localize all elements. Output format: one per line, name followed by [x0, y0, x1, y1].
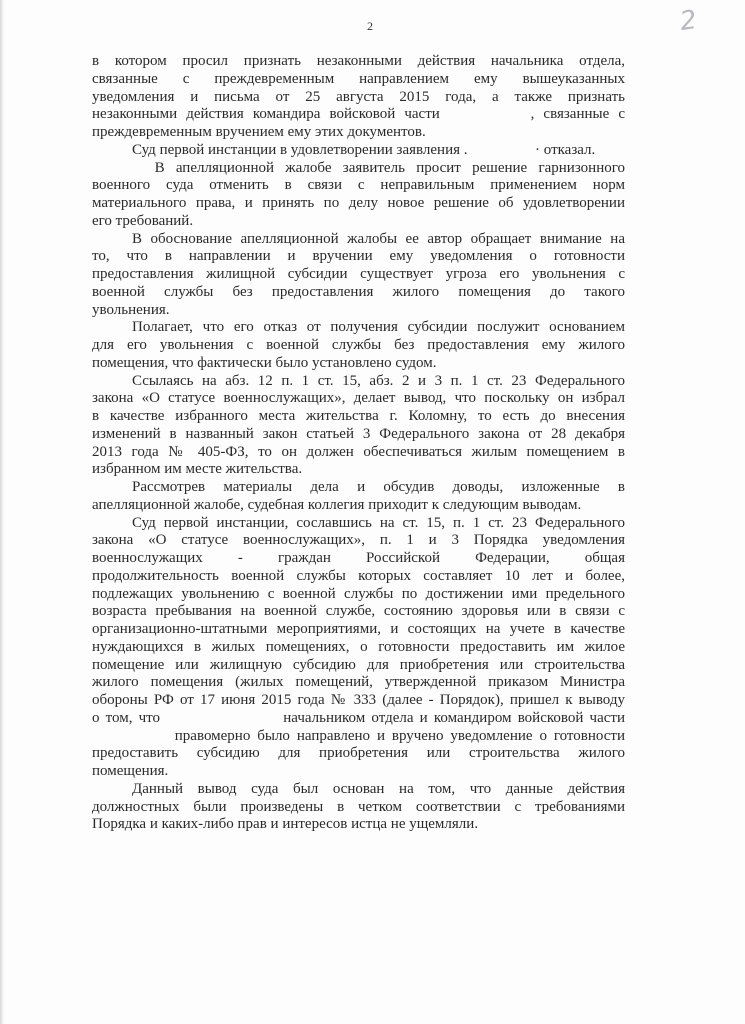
text-line: организационно-штатными мероприятиями, и состоящих на учете в качестве — [92, 621, 625, 637]
text-line: о том, что начальником отдела и командиром войсковой части — [92, 709, 625, 726]
text-line: помещения, что фактически было установлено судом. — [92, 354, 437, 371]
text-line: апелляционной жалобе, судебная коллегия приходит к следующим выводам. — [92, 496, 582, 513]
text-line: подлежащих увольнению с военной службы по достижении ими предельного — [92, 585, 625, 602]
text-line: продолжительность военной службы которых составляет 10 лет и более, — [92, 567, 625, 584]
text-line: для его увольнения с военной службы без предоставления ему жилого — [92, 337, 625, 353]
text-line: предоставления жилищной субсидии существует угроза его увольнения с — [92, 266, 625, 282]
text-line: в котором просил признать незаконными действия начальника отдела, — [92, 53, 625, 69]
text-line: закона «О статусе военнослужащих», п. 1 и 3 Порядка уведомления — [92, 532, 625, 549]
text-line: помещение или жилищную субсидию для приобретения или строительства — [92, 656, 625, 673]
paragraph — [92, 515, 625, 781]
text-line: Суд первой инстанции в удовлетворении заявления . · отказал. — [132, 141, 596, 158]
text-line: Суд первой инстанции, сославшись на ст. 15, п. 1 ст. 23 Федерального — [132, 514, 625, 531]
text-line: Рассмотрев материалы дела и обсудив доводы, изложенные в — [132, 479, 625, 495]
text-line: нуждающихся в жилых помещениях, о готовности предоставить им жилое — [92, 638, 625, 655]
paragraph — [92, 53, 625, 142]
text-line: в качестве избранного места жительства г. Коломну, то есть до внесения — [92, 408, 625, 424]
text-line: Полагает, что его отказ от получения субсидии послужит основанием — [132, 319, 625, 336]
text-line: предоставить субсидию для приобретения или строительства жилого — [92, 745, 625, 762]
text-line: незаконными действия командира войсковой части , связанные с — [92, 106, 625, 123]
text-line: преждевременным вручением ему этих документов. — [92, 124, 426, 140]
text-line: правомерно было направлено и вручено уведомление о готовности — [92, 727, 625, 744]
handwritten-page-mark: 2 — [677, 4, 699, 38]
text-line: его требований. — [92, 212, 194, 229]
text-line: избранном им месте жительства. — [92, 461, 303, 478]
paragraph — [92, 231, 625, 320]
page-number: 2 — [367, 19, 373, 33]
text-line: уведомления и письма от 25 августа 2015 года, а также признать — [92, 88, 625, 105]
text-line: обороны РФ от 17 июня 2015 года № 333 (далее - Порядок), пришел к выводу — [92, 692, 625, 708]
paragraph — [92, 319, 625, 372]
text-line: возраста пребывания на военной службе, состоянию здоровья или в связи с — [92, 603, 625, 620]
text-line: В апелляционной жалобе заявитель просит решение гарнизонного — [132, 159, 625, 176]
paragraph — [92, 781, 625, 834]
text-line: военной службы без предоставления жилого помещения до такого — [92, 283, 625, 300]
text-line: В обоснование апелляционной жалобы ее автор обращает внимание на — [132, 230, 625, 247]
text-line: материального права, и принять по делу новое решение об удовлетворении — [92, 195, 625, 211]
paragraph — [92, 160, 625, 231]
scan-edge-shadow — [0, 0, 4, 1024]
text-line: жилого помещения (жилых помещений, утвержденной приказом Министра — [92, 674, 625, 691]
text-line: связанные с преждевременным направлением ему вышеуказанных — [92, 70, 625, 87]
paragraph — [92, 479, 625, 515]
text-line: закона «О статусе военнослужащих», делает вывод, что поскольку он избрал — [92, 390, 625, 407]
text-line: Данный вывод суда был основан на том, что данные действия — [132, 780, 625, 797]
document-body — [92, 53, 625, 834]
text-line: Порядка и каких-либо прав и интересов истца не ущемляли. — [92, 816, 479, 833]
text-line: военного суда отменить в связи с неправильным применением норм — [92, 177, 625, 194]
text-line: изменений в названный закон статьей 3 Федерального закона от 28 декабря — [92, 425, 625, 442]
text-line: 2013 года № 405-ФЗ, то он должен обеспечиваться жилым помещением в — [92, 443, 625, 460]
paragraph — [92, 142, 625, 160]
text-line: то, что в направлении и вручении ему уведомления о готовности — [92, 248, 625, 265]
text-line: помещения. — [92, 763, 169, 779]
paragraph — [92, 373, 625, 480]
text-line: военнослужащих - граждан Российской Федерации, общая — [92, 550, 625, 566]
text-line: увольнения. — [92, 301, 170, 318]
text-line: Ссылаясь на абз. 12 п. 1 ст. 15, абз. 2 и 3 п. 1 ст. 23 Федерального — [132, 372, 625, 389]
text-line: должностных были произведены в четком соответствии с требованиями — [92, 798, 625, 815]
